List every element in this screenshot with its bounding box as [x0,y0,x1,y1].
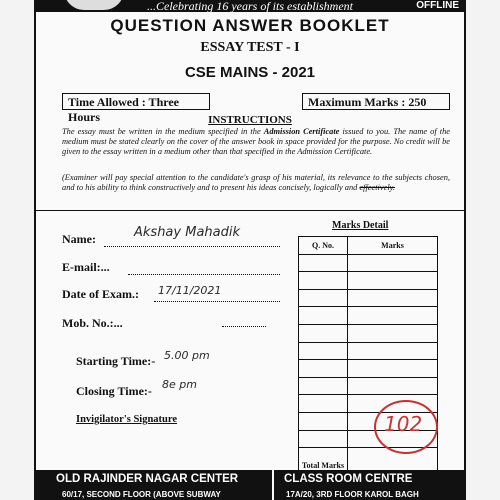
qno-cell[interactable] [299,395,348,413]
maximum-marks: Maximum Marks : 250 [302,93,450,110]
closing-time-value[interactable]: 8e pm [162,378,197,391]
table-row [299,342,438,360]
answer-booklet-page [34,0,466,500]
date-label: Date of Exam.: [62,287,139,301]
marks-cell[interactable] [348,307,438,325]
date-line [154,301,280,302]
footer-left-center: OLD RAJINDER NAGAR CENTER [56,473,239,485]
table-row [299,360,438,378]
qno-cell[interactable] [299,324,348,342]
marks-cell[interactable] [348,342,438,360]
qno-cell[interactable] [299,430,348,448]
footer-right-address: 17A/20, 3RD FLOOR KAROL BAGH [286,490,419,499]
marks-cell[interactable] [348,377,438,395]
qno-cell[interactable] [299,342,348,360]
marks-cell[interactable] [348,254,438,272]
invigilator-signature-label: Invigilator's Signature [76,414,178,425]
instructions-paragraph-1 [62,127,450,158]
qno-header: Q. No. [299,237,348,255]
qno-cell[interactable] [299,254,348,272]
closing-time-label: Closing Time:- [76,384,152,398]
booklet-title: QUESTION ANSWER BOOKLET [110,16,390,35]
qno-cell[interactable] [299,377,348,395]
instr-p1-c: issued to you. The name of the medium must be stated clearly on the cover of the answer book in space provided for the purpose. No credit will be given to the essay written in a medium other than that specified in the Admission Certificate. [62,127,450,157]
table-row [299,272,438,290]
instr-p2-b: effectively. [359,183,395,193]
section-divider [36,210,464,211]
total-marks-value: 102 [384,412,423,436]
table-row [299,289,438,307]
marks-cell[interactable] [348,360,438,378]
name-line [104,246,280,247]
table-header-row [299,237,438,255]
time-allowed: Time Allowed : Three Hours [62,93,210,110]
exam-name: CSE MAINS - 2021 [184,64,316,81]
marks-cell[interactable] [348,324,438,342]
marks-header: Marks [348,237,438,255]
tagline: ...Celebrating 16 years of its establishment [147,0,353,13]
instr-p1-b: Admission Certificate [263,127,340,136]
footer-divider [272,470,274,500]
qno-cell[interactable] [299,272,348,290]
name-value[interactable]: Akshay Mahadik [134,225,241,240]
offline-badge: OFFLINE [413,0,462,11]
test-name: ESSAY TEST - I [200,40,300,55]
instructions-heading: INSTRUCTIONS [208,114,292,126]
footer-left-address: 60/17, SECOND FLOOR (ABOVE SUBWAY [62,490,221,499]
marks-detail-heading: Marks Detail [332,220,389,231]
date-value[interactable]: 17/11/2021 [158,284,222,297]
qno-cell[interactable] [299,412,348,430]
table-row [299,254,438,272]
marks-cell[interactable] [348,272,438,290]
starting-time-label: Starting Time:- [76,354,156,368]
table-row [299,307,438,325]
total-marks-label: Total Marks [301,460,345,470]
footer-right-center: CLASS ROOM CENTRE [284,473,413,485]
instr-p2-a: (Examiner will pay special attention to the candidate's grasp of his material, its relevance to the subjects chosen, and to his ability to think constructively and to present his ideas concisely, logically and [62,173,450,193]
mobile-line[interactable] [222,326,266,327]
name-label: Name: [62,232,96,246]
table-row [299,377,438,395]
instr-p1-a: The essay must be written in the medium specified in the [62,127,264,136]
qno-cell[interactable] [299,289,348,307]
table-row [299,324,438,342]
email-line[interactable] [128,274,280,275]
qno-cell[interactable] [299,360,348,378]
email-label: E-mail:... [62,260,110,274]
qno-cell[interactable] [299,307,348,325]
marks-cell[interactable] [348,289,438,307]
starting-time-value[interactable]: 5.00 pm [164,349,210,362]
mobile-label: Mob. No.:... [62,316,123,330]
instructions-paragraph-2 [62,173,450,193]
